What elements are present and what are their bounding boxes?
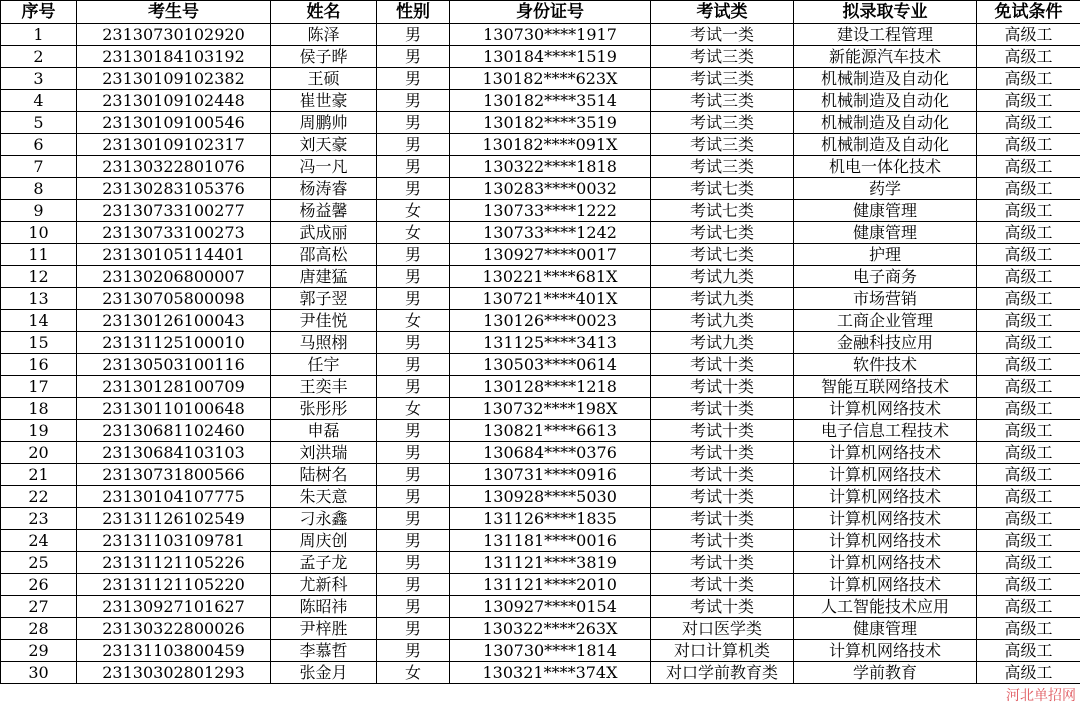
cell-major: 计算机网络技术: [794, 530, 977, 552]
cell-exemption: 高级工: [977, 420, 1080, 442]
cell-index: 15: [1, 332, 77, 354]
cell-name: 郭子翌: [271, 288, 377, 310]
table-row: [1, 134, 1080, 156]
cell-exam-number: 23130184103192: [77, 46, 271, 68]
cell-major: 机械制造及自动化: [794, 90, 977, 112]
cell-index: 2: [1, 46, 77, 68]
cell-exam-category: 考试九类: [651, 310, 794, 332]
cell-exemption: 高级工: [977, 640, 1080, 662]
cell-exam-number: 23131121105220: [77, 574, 271, 596]
table-row: [1, 420, 1080, 442]
cell-name: 武成丽: [271, 222, 377, 244]
cell-major: 计算机网络技术: [794, 640, 977, 662]
cell-id-number: 131126****1835: [450, 508, 651, 530]
table-row: [1, 200, 1080, 222]
cell-id-number: 131125****3413: [450, 332, 651, 354]
cell-id-number: 130221****681X: [450, 266, 651, 288]
cell-major: 健康管理: [794, 222, 977, 244]
cell-major: 计算机网络技术: [794, 398, 977, 420]
cell-major: 电子商务: [794, 266, 977, 288]
cell-major: 计算机网络技术: [794, 508, 977, 530]
cell-id-number: 130321****374X: [450, 662, 651, 684]
cell-name: 尹梓胜: [271, 618, 377, 640]
cell-id-number: 130182****091X: [450, 134, 651, 156]
cell-exam-number: 23130730102920: [77, 24, 271, 46]
cell-name: 李慕哲: [271, 640, 377, 662]
table-row: [1, 442, 1080, 464]
cell-exam-category: 考试十类: [651, 530, 794, 552]
table-row: [1, 332, 1080, 354]
cell-exemption: 高级工: [977, 46, 1080, 68]
cell-exam-number: 23131126102549: [77, 508, 271, 530]
cell-major: 护理: [794, 244, 977, 266]
cell-major: 机械制造及自动化: [794, 134, 977, 156]
cell-id-number: 130927****0154: [450, 596, 651, 618]
cell-index: 24: [1, 530, 77, 552]
table-row: [1, 310, 1080, 332]
cell-exam-number: 23130733100277: [77, 200, 271, 222]
cell-id-number: 130731****0916: [450, 464, 651, 486]
cell-id-number: 130928****5030: [450, 486, 651, 508]
cell-name: 朱天意: [271, 486, 377, 508]
cell-exemption: 高级工: [977, 68, 1080, 90]
cell-exemption: 高级工: [977, 376, 1080, 398]
cell-gender: 男: [377, 354, 450, 376]
cell-exemption: 高级工: [977, 552, 1080, 574]
cell-gender: 女: [377, 222, 450, 244]
cell-exemption: 高级工: [977, 200, 1080, 222]
header-index: 序号: [1, 1, 77, 24]
table-row: [1, 68, 1080, 90]
cell-exemption: 高级工: [977, 156, 1080, 178]
cell-gender: 男: [377, 618, 450, 640]
cell-major: 计算机网络技术: [794, 442, 977, 464]
table-row: [1, 244, 1080, 266]
cell-major: 学前教育: [794, 662, 977, 684]
table-body: [1, 24, 1080, 684]
cell-exam-category: 考试九类: [651, 332, 794, 354]
cell-index: 9: [1, 200, 77, 222]
cell-name: 陈泽: [271, 24, 377, 46]
cell-major: 建设工程管理: [794, 24, 977, 46]
cell-index: 1: [1, 24, 77, 46]
cell-major: 新能源汽车技术: [794, 46, 977, 68]
cell-major: 计算机网络技术: [794, 464, 977, 486]
cell-index: 12: [1, 266, 77, 288]
cell-major: 智能互联网络技术: [794, 376, 977, 398]
cell-gender: 男: [377, 178, 450, 200]
table-row: [1, 90, 1080, 112]
cell-id-number: 130733****1242: [450, 222, 651, 244]
cell-gender: 男: [377, 244, 450, 266]
cell-name: 刁永鑫: [271, 508, 377, 530]
cell-id-number: 131121****2010: [450, 574, 651, 596]
table-row: [1, 662, 1080, 684]
cell-gender: 女: [377, 662, 450, 684]
cell-major: 药学: [794, 178, 977, 200]
cell-gender: 男: [377, 574, 450, 596]
table-row: [1, 288, 1080, 310]
cell-id-number: 130732****198X: [450, 398, 651, 420]
cell-exam-category: 对口学前教育类: [651, 662, 794, 684]
cell-index: 11: [1, 244, 77, 266]
cell-exam-category: 考试十类: [651, 420, 794, 442]
cell-exam-category: 考试七类: [651, 222, 794, 244]
cell-id-number: 130126****0023: [450, 310, 651, 332]
cell-gender: 男: [377, 266, 450, 288]
cell-exam-category: 考试三类: [651, 134, 794, 156]
cell-exemption: 高级工: [977, 332, 1080, 354]
header-row: [1, 1, 1080, 24]
cell-name: 陈昭祎: [271, 596, 377, 618]
cell-exam-category: 考试十类: [651, 596, 794, 618]
cell-exemption: 高级工: [977, 574, 1080, 596]
cell-gender: 男: [377, 596, 450, 618]
cell-exam-number: 23130322801076: [77, 156, 271, 178]
table-row: [1, 486, 1080, 508]
cell-exemption: 高级工: [977, 464, 1080, 486]
cell-exemption: 高级工: [977, 24, 1080, 46]
cell-gender: 男: [377, 112, 450, 134]
cell-exemption: 高级工: [977, 508, 1080, 530]
cell-exam-number: 23130503100116: [77, 354, 271, 376]
cell-id-number: 130182****3514: [450, 90, 651, 112]
table-row: [1, 530, 1080, 552]
cell-index: 13: [1, 288, 77, 310]
cell-exemption: 高级工: [977, 222, 1080, 244]
cell-index: 3: [1, 68, 77, 90]
cell-major: 人工智能技术应用: [794, 596, 977, 618]
cell-id-number: 130322****1818: [450, 156, 651, 178]
cell-exam-number: 23131103109781: [77, 530, 271, 552]
cell-name: 唐建猛: [271, 266, 377, 288]
cell-exemption: 高级工: [977, 354, 1080, 376]
cell-name: 任宇: [271, 354, 377, 376]
cell-exam-number: 23130109102317: [77, 134, 271, 156]
cell-major: 计算机网络技术: [794, 486, 977, 508]
table-row: [1, 574, 1080, 596]
cell-name: 冯一凡: [271, 156, 377, 178]
cell-name: 马照栩: [271, 332, 377, 354]
cell-gender: 男: [377, 90, 450, 112]
cell-exam-number: 23131125100010: [77, 332, 271, 354]
cell-exam-category: 考试一类: [651, 24, 794, 46]
cell-index: 23: [1, 508, 77, 530]
header-exam-number: 考生号: [77, 1, 271, 24]
watermark-text: 河北单招网: [1006, 688, 1076, 704]
cell-exemption: 高级工: [977, 442, 1080, 464]
cell-gender: 男: [377, 508, 450, 530]
cell-index: 29: [1, 640, 77, 662]
cell-index: 7: [1, 156, 77, 178]
cell-name: 孟子龙: [271, 552, 377, 574]
table-row: [1, 354, 1080, 376]
cell-index: 8: [1, 178, 77, 200]
cell-major: 工商企业管理: [794, 310, 977, 332]
cell-exam-category: 考试十类: [651, 398, 794, 420]
cell-exam-number: 23130105114401: [77, 244, 271, 266]
cell-name: 刘洪瑞: [271, 442, 377, 464]
cell-exam-number: 23130206800007: [77, 266, 271, 288]
table-row: [1, 398, 1080, 420]
cell-exam-category: 考试十类: [651, 486, 794, 508]
cell-major: 计算机网络技术: [794, 574, 977, 596]
table-row: [1, 178, 1080, 200]
cell-exam-category: 考试七类: [651, 244, 794, 266]
cell-id-number: 130730****1814: [450, 640, 651, 662]
cell-exam-number: 23130126100043: [77, 310, 271, 332]
cell-exam-category: 考试十类: [651, 376, 794, 398]
cell-index: 6: [1, 134, 77, 156]
table-row: [1, 266, 1080, 288]
cell-name: 尹佳悦: [271, 310, 377, 332]
cell-index: 14: [1, 310, 77, 332]
cell-name: 崔世豪: [271, 90, 377, 112]
cell-gender: 女: [377, 200, 450, 222]
cell-id-number: 130730****1917: [450, 24, 651, 46]
table-row: [1, 24, 1080, 46]
cell-gender: 男: [377, 376, 450, 398]
table-row: [1, 222, 1080, 244]
cell-exam-category: 考试三类: [651, 46, 794, 68]
cell-major: 金融科技应用: [794, 332, 977, 354]
cell-major: 健康管理: [794, 618, 977, 640]
cell-exam-category: 考试三类: [651, 156, 794, 178]
cell-major: 软件技术: [794, 354, 977, 376]
cell-exam-category: 考试十类: [651, 552, 794, 574]
cell-name: 杨益馨: [271, 200, 377, 222]
cell-index: 17: [1, 376, 77, 398]
header-major: 拟录取专业: [794, 1, 977, 24]
cell-index: 21: [1, 464, 77, 486]
cell-exam-category: 考试十类: [651, 442, 794, 464]
table-row: [1, 376, 1080, 398]
cell-name: 刘天豪: [271, 134, 377, 156]
cell-index: 19: [1, 420, 77, 442]
cell-name: 张金月: [271, 662, 377, 684]
cell-id-number: 131121****3819: [450, 552, 651, 574]
table-row: [1, 464, 1080, 486]
cell-id-number: 130182****623X: [450, 68, 651, 90]
cell-gender: 男: [377, 156, 450, 178]
cell-index: 30: [1, 662, 77, 684]
cell-exam-category: 考试三类: [651, 112, 794, 134]
cell-exemption: 高级工: [977, 398, 1080, 420]
header-name: 姓名: [271, 1, 377, 24]
cell-index: 20: [1, 442, 77, 464]
cell-gender: 男: [377, 552, 450, 574]
cell-exam-number: 23130109102382: [77, 68, 271, 90]
cell-name: 陆树名: [271, 464, 377, 486]
cell-exemption: 高级工: [977, 90, 1080, 112]
cell-gender: 男: [377, 420, 450, 442]
cell-exam-category: 考试三类: [651, 90, 794, 112]
table-row: [1, 508, 1080, 530]
cell-index: 28: [1, 618, 77, 640]
cell-exam-number: 23130109102448: [77, 90, 271, 112]
cell-id-number: 130182****3519: [450, 112, 651, 134]
cell-gender: 女: [377, 310, 450, 332]
cell-id-number: 130821****6613: [450, 420, 651, 442]
header-exam-category: 考试类: [651, 1, 794, 24]
cell-index: 25: [1, 552, 77, 574]
cell-exemption: 高级工: [977, 288, 1080, 310]
table-row: [1, 618, 1080, 640]
cell-major: 机械制造及自动化: [794, 112, 977, 134]
cell-exemption: 高级工: [977, 112, 1080, 134]
cell-name: 周鹏帅: [271, 112, 377, 134]
cell-exam-number: 23130110100648: [77, 398, 271, 420]
cell-gender: 男: [377, 442, 450, 464]
cell-gender: 男: [377, 24, 450, 46]
cell-gender: 男: [377, 530, 450, 552]
cell-index: 10: [1, 222, 77, 244]
cell-exam-number: 23130302801293: [77, 662, 271, 684]
cell-name: 王奕丰: [271, 376, 377, 398]
cell-exam-number: 23130104107775: [77, 486, 271, 508]
cell-exam-number: 23130128100709: [77, 376, 271, 398]
table-row: [1, 46, 1080, 68]
cell-id-number: 130721****401X: [450, 288, 651, 310]
cell-id-number: 130733****1222: [450, 200, 651, 222]
cell-gender: 男: [377, 288, 450, 310]
table-row: [1, 112, 1080, 134]
cell-index: 16: [1, 354, 77, 376]
cell-major: 市场营销: [794, 288, 977, 310]
cell-major: 健康管理: [794, 200, 977, 222]
cell-name: 尤新科: [271, 574, 377, 596]
cell-exemption: 高级工: [977, 134, 1080, 156]
cell-exam-category: 对口医学类: [651, 618, 794, 640]
cell-exam-category: 考试十类: [651, 508, 794, 530]
table-row: [1, 640, 1080, 662]
cell-exam-category: 考试七类: [651, 200, 794, 222]
cell-id-number: 130283****0032: [450, 178, 651, 200]
cell-exemption: 高级工: [977, 266, 1080, 288]
cell-exemption: 高级工: [977, 486, 1080, 508]
cell-major: 机电一体化技术: [794, 156, 977, 178]
cell-exam-number: 23130283105376: [77, 178, 271, 200]
cell-exam-number: 23131121105226: [77, 552, 271, 574]
cell-id-number: 130184****1519: [450, 46, 651, 68]
cell-exemption: 高级工: [977, 662, 1080, 684]
cell-name: 侯子晔: [271, 46, 377, 68]
cell-name: 邵高松: [271, 244, 377, 266]
cell-gender: 男: [377, 68, 450, 90]
cell-major: 电子信息工程技术: [794, 420, 977, 442]
cell-exemption: 高级工: [977, 618, 1080, 640]
cell-gender: 男: [377, 464, 450, 486]
cell-exemption: 高级工: [977, 244, 1080, 266]
cell-exam-number: 23130322800026: [77, 618, 271, 640]
header-gender: 性别: [377, 1, 450, 24]
cell-exam-category: 考试十类: [651, 464, 794, 486]
cell-gender: 男: [377, 134, 450, 156]
cell-gender: 女: [377, 398, 450, 420]
cell-index: 26: [1, 574, 77, 596]
cell-exam-number: 23130684103103: [77, 442, 271, 464]
cell-exam-category: 考试三类: [651, 68, 794, 90]
cell-major: 机械制造及自动化: [794, 68, 977, 90]
cell-name: 张彤彤: [271, 398, 377, 420]
cell-exemption: 高级工: [977, 596, 1080, 618]
cell-name: 申磊: [271, 420, 377, 442]
table-row: [1, 596, 1080, 618]
cell-exam-number: 23130927101627: [77, 596, 271, 618]
header-exemption: 免试条件: [977, 1, 1080, 24]
cell-exam-number: 23130681102460: [77, 420, 271, 442]
cell-index: 4: [1, 90, 77, 112]
cell-id-number: 130684****0376: [450, 442, 651, 464]
cell-major: 计算机网络技术: [794, 552, 977, 574]
cell-id-number: 130927****0017: [450, 244, 651, 266]
cell-name: 王硕: [271, 68, 377, 90]
cell-gender: 男: [377, 46, 450, 68]
header-id-number: 身份证号: [450, 1, 651, 24]
cell-id-number: 130503****0614: [450, 354, 651, 376]
table-row: [1, 552, 1080, 574]
cell-id-number: 130322****263X: [450, 618, 651, 640]
cell-name: 周庆创: [271, 530, 377, 552]
cell-index: 5: [1, 112, 77, 134]
cell-exam-category: 考试七类: [651, 178, 794, 200]
cell-index: 22: [1, 486, 77, 508]
cell-gender: 男: [377, 486, 450, 508]
cell-exam-number: 23130109100546: [77, 112, 271, 134]
cell-exemption: 高级工: [977, 178, 1080, 200]
cell-exam-category: 对口计算机类: [651, 640, 794, 662]
cell-exemption: 高级工: [977, 310, 1080, 332]
cell-name: 杨涛睿: [271, 178, 377, 200]
cell-index: 18: [1, 398, 77, 420]
cell-exam-category: 考试十类: [651, 354, 794, 376]
cell-exam-number: 23130731800566: [77, 464, 271, 486]
cell-exemption: 高级工: [977, 530, 1080, 552]
table-row: [1, 156, 1080, 178]
cell-exam-category: 考试十类: [651, 574, 794, 596]
cell-id-number: 130128****1218: [450, 376, 651, 398]
cell-exam-category: 考试九类: [651, 266, 794, 288]
cell-gender: 男: [377, 332, 450, 354]
cell-exam-number: 23130733100273: [77, 222, 271, 244]
cell-exam-number: 23130705800098: [77, 288, 271, 310]
cell-exam-number: 23131103800459: [77, 640, 271, 662]
cell-exam-category: 考试九类: [651, 288, 794, 310]
cell-index: 27: [1, 596, 77, 618]
cell-gender: 男: [377, 640, 450, 662]
cell-id-number: 131181****0016: [450, 530, 651, 552]
